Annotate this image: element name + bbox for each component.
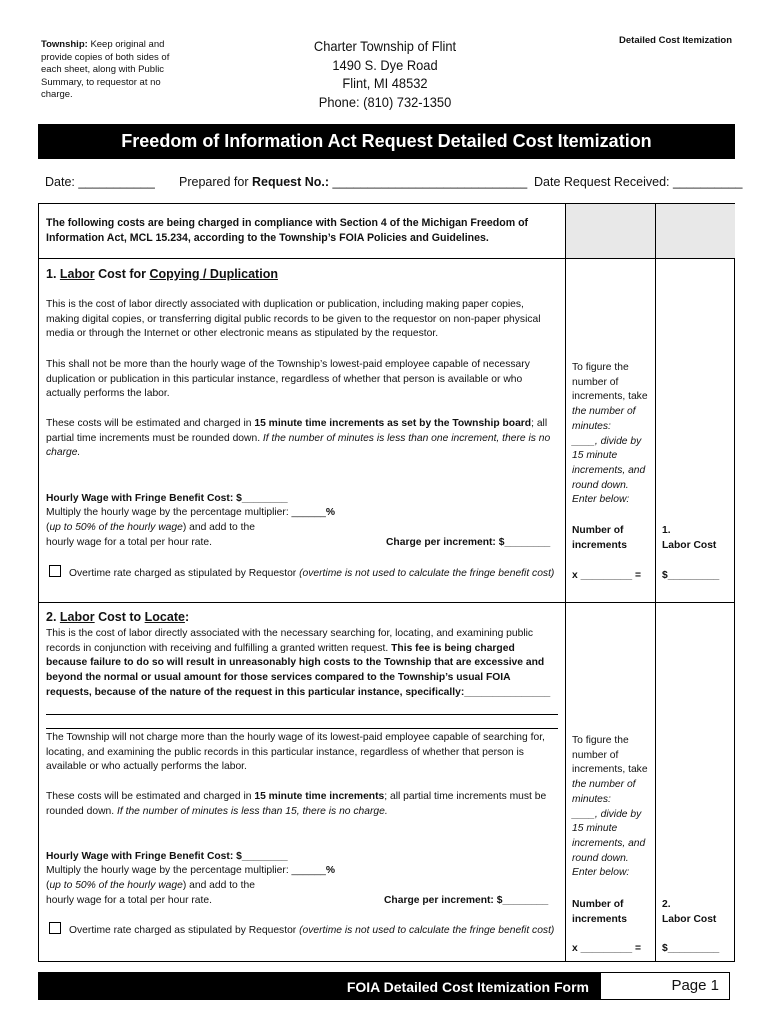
row-divider bbox=[39, 602, 734, 603]
section-2-increments-input[interactable]: x _________ = bbox=[572, 943, 642, 954]
township-note bbox=[41, 39, 171, 102]
date-received-field[interactable]: Date Request Received: __________ bbox=[534, 175, 743, 189]
section-1-wage[interactable]: Hourly Wage with Fringe Benefit Cost: $________ bbox=[46, 493, 288, 504]
address-line: Charter Township of Flint bbox=[313, 38, 457, 54]
section-2-p2: The Township will not charge more than the hourly wage of its lowest-paid employee capable of searching for, locating, and examining the public records in this particular instance, regardless of whether that person is available or who actually performs the labor. bbox=[46, 732, 545, 773]
section-2-title: 2. Labor Cost to Locate: bbox=[46, 610, 190, 624]
township-label: Township: bbox=[41, 39, 88, 50]
address-line: Flint, MI 48532 bbox=[342, 75, 428, 91]
section-2-charge[interactable]: Charge per increment: $________ bbox=[384, 895, 549, 906]
section-1-cost-label: 1. Labor Cost bbox=[662, 525, 717, 551]
section-2-p3: These costs will be estimated and charged in 15 minute time increments; all partial time increments must be rounded down. If the number of minutes is less than 15, there is no charge. bbox=[46, 791, 547, 817]
request-no-label: Request No.: bbox=[251, 175, 330, 189]
section-1-title: 1. Labor Cost for Copying / Duplication bbox=[46, 267, 278, 281]
address-line: 1490 S. Dye Road bbox=[332, 56, 438, 73]
section-2-increments-label: Number of increments bbox=[572, 899, 627, 925]
intro-text: The following costs are being charged in compliance with Section 4 of the Michigan Freedom of Information Act, MCL 15.234, according to the Township’s FOIA Policies and Guidelines. bbox=[46, 217, 529, 244]
section-2-cost-label: 2. Labor Cost bbox=[662, 899, 717, 925]
section-2-wage[interactable]: Hourly Wage with Fringe Benefit Cost: $________ bbox=[46, 851, 288, 862]
township-note-text: Keep original and provide copies of both sides of each sheet, along with Public Summary, to requestor at no charge. bbox=[41, 39, 170, 101]
section-2-total: hourly wage for a total per hour rate. bbox=[46, 895, 212, 906]
section-1-multiplier[interactable]: Multiply the hourly wage by the percentage multiplier: ______% bbox=[46, 507, 336, 518]
section-2-p1: This is the cost of labor directly associated with the necessary searching for, locating, and examining public records in conjunction with receiving and fulfilling a granted written request. This fee is being charged because failure to do so will result in unreasonably high costs to the Township that are excessive and beyond the normal or usual amount for those services compared to the Township’s usual FOIA requests, because of the nature of the request in this particular instance, specifically:_______________ bbox=[46, 628, 551, 698]
section-1-p2: This shall not be more than the hourly wage of the Township’s lowest-paid employee capable of necessary duplication or publication in this particular instance, regardless of whether that person is available or who actually performs the labor. bbox=[46, 359, 530, 400]
section-1-instructions: To figure the number of increments, take the number of minutes: ____, divide by 15 minute increments, and round down. Enter below: bbox=[572, 362, 648, 506]
footer-form-name: FOIA Detailed Cost Itemization Form bbox=[39, 973, 601, 999]
row-divider bbox=[39, 258, 734, 259]
section-1-paren: (up to 50% of the hourly wage) and add to the bbox=[46, 522, 255, 533]
overtime-checkbox[interactable] bbox=[49, 565, 61, 577]
section-1-increments-label: Number of increments bbox=[572, 525, 627, 551]
section-1-total: hourly wage for a total per hour rate. bbox=[46, 537, 212, 548]
specify-line[interactable] bbox=[46, 728, 558, 729]
section-1-charge[interactable]: Charge per increment: $________ bbox=[386, 537, 551, 548]
section-1-overtime: Overtime rate charged as stipulated by Requestor (overtime is not used to calculate the fringe benefit cost) bbox=[49, 565, 554, 582]
section-2-instructions: To figure the number of increments, take the number of minutes: ____, divide by 15 minute increments, and round down. Enter below: bbox=[572, 735, 648, 879]
cost-table bbox=[38, 203, 735, 962]
header-shade bbox=[565, 204, 655, 258]
section-2-paren: (up to 50% of the hourly wage) and add to the bbox=[46, 880, 255, 891]
section-1-increments-input[interactable]: x _________ = bbox=[572, 570, 642, 581]
form-id: Detailed Cost Itemization bbox=[619, 35, 732, 46]
section-2-cost-input[interactable]: $_________ bbox=[662, 943, 720, 954]
page-number: Page 1 bbox=[671, 977, 719, 994]
column-divider bbox=[565, 204, 566, 961]
request-number-field[interactable] bbox=[179, 175, 527, 189]
footer bbox=[38, 972, 730, 1000]
section-2-overtime: Overtime rate charged as stipulated by Requestor (overtime is not used to calculate the fringe benefit cost) bbox=[49, 922, 554, 939]
address-line: Phone: (810) 732-1350 bbox=[318, 93, 452, 110]
date-field[interactable]: Date: ___________ bbox=[45, 175, 155, 189]
overtime-checkbox[interactable] bbox=[49, 922, 61, 934]
request-no-blank: ____________________________ bbox=[329, 175, 528, 189]
section-2-multiplier[interactable]: Multiply the hourly wage by the percentage multiplier: ______% bbox=[46, 865, 336, 876]
header-shade bbox=[655, 204, 735, 258]
township-address bbox=[298, 37, 473, 111]
section-1-cost-input[interactable]: $_________ bbox=[662, 570, 720, 581]
section-1-p1: This is the cost of labor directly associated with duplication or publication, including making paper copies, making digital copies, or transferring digital public records to be given to the requestor on non-paper physical media or through the Internet or other electronic means as stipulated by the requestor. bbox=[46, 299, 541, 340]
page-title: Freedom of Information Act Request Detailed Cost Itemization bbox=[38, 124, 735, 159]
prepared-prefix: Prepared for bbox=[179, 175, 252, 189]
specify-line[interactable] bbox=[46, 714, 558, 715]
section-1-p3: These costs will be estimated and charged in 15 minute time increments as set by the Township board; all partial time increments must be rounded down. If the number of minutes is less than one increment, there is no charge. bbox=[46, 418, 551, 459]
column-divider bbox=[655, 204, 656, 961]
